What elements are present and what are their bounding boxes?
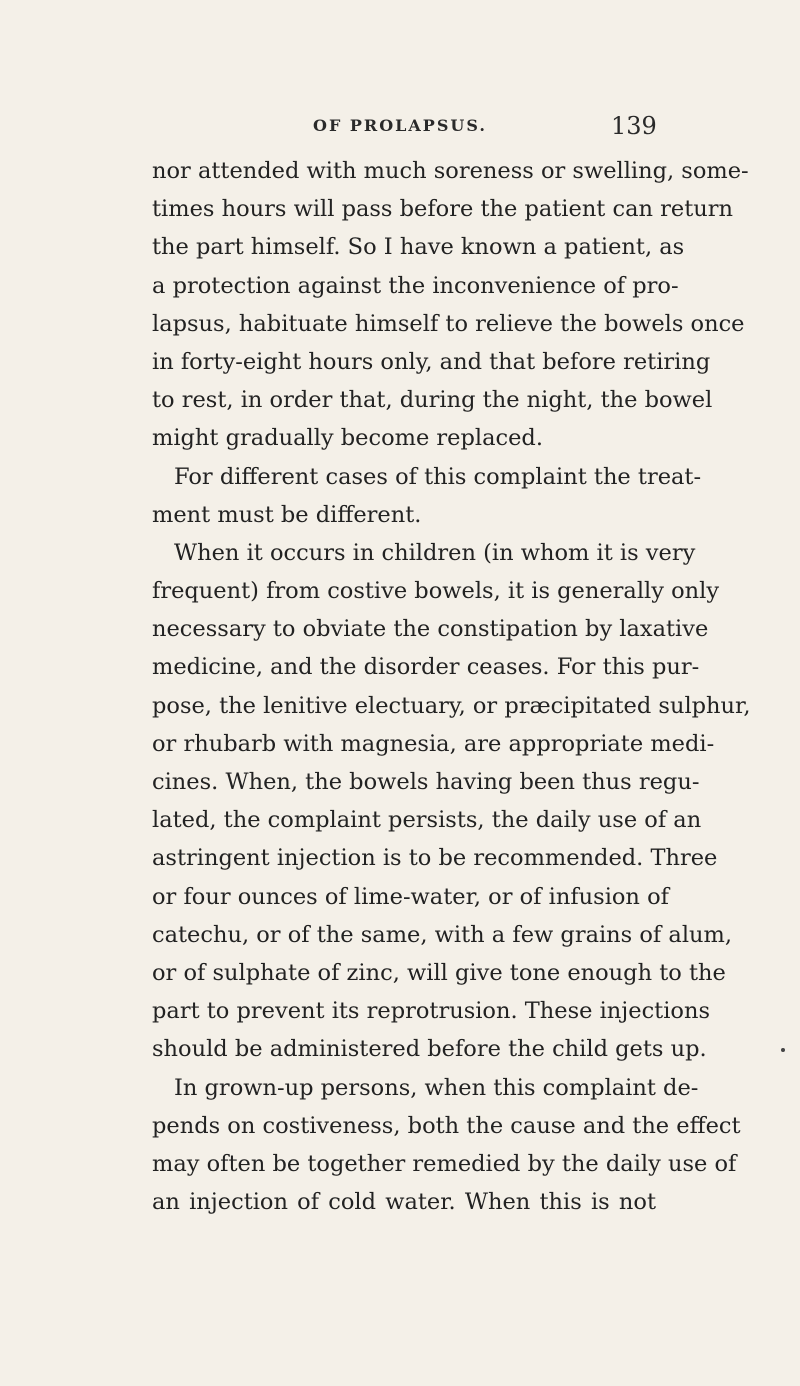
page-number: 139 <box>611 112 657 140</box>
text-line: a protection against the inconvenience of pro- <box>152 272 679 299</box>
text-line: times hours will pass before the patient can return <box>152 196 734 223</box>
text-line: should be administered before the child gets up. <box>152 1036 707 1063</box>
text-line: frequent) from costive bowels, it is generally only <box>152 578 720 605</box>
text-line: lapsus, habituate himself to relieve the bowels once <box>152 310 745 337</box>
text-line: or of sulphate of zinc, will give tone enough to the <box>152 959 726 986</box>
text-line: to rest, in order that, during the night, the bowel <box>152 387 713 414</box>
text-line: or four ounces of lime-water, or of infusion of <box>152 883 669 910</box>
body-text <box>152 152 751 1221</box>
text-line: For different cases of this complaint the treat- <box>174 463 702 490</box>
text-line: part to prevent its reprotrusion. These injections <box>152 998 711 1025</box>
text-line: might gradually become replaced. <box>152 425 543 452</box>
text-line: catechu, or of the same, with a few grains of alum, <box>152 921 732 948</box>
text-line: the part himself. So I have known a patient, as <box>152 234 685 261</box>
text-line: may often be together remedied by the daily use of <box>152 1150 737 1177</box>
running-head: OF PROLAPSUS. <box>313 116 487 135</box>
text-line: In grown-up persons, when this complaint de- <box>174 1074 699 1101</box>
text-line: ment must be different. <box>152 501 422 528</box>
text-line: astringent injection is to be recommended. Three <box>152 845 718 872</box>
margin-speck <box>781 1048 785 1052</box>
text-line: When it occurs in children (in whom it is very <box>174 539 696 566</box>
text-line: lated, the complaint persists, the daily use of an <box>152 807 702 834</box>
text-line: an injection of cold water. When this is not <box>152 1189 656 1216</box>
text-line: in forty-eight hours only, and that before retiring <box>152 348 711 375</box>
text-line: nor attended with much soreness or swelling, some- <box>152 158 749 184</box>
text-line: necessary to obviate the constipation by laxative <box>152 616 709 643</box>
text-line: or rhubarb with magnesia, are appropriate medi- <box>152 730 715 757</box>
text-line: medicine, and the disorder ceases. For this pur- <box>152 654 700 681</box>
text-line: pose, the lenitive electuary, or præcipitated sulphur, <box>152 692 751 719</box>
text-line: cines. When, the bowels having been thus regu- <box>152 769 700 795</box>
text-line: pends on costiveness, both the cause and the effect <box>152 1112 741 1139</box>
